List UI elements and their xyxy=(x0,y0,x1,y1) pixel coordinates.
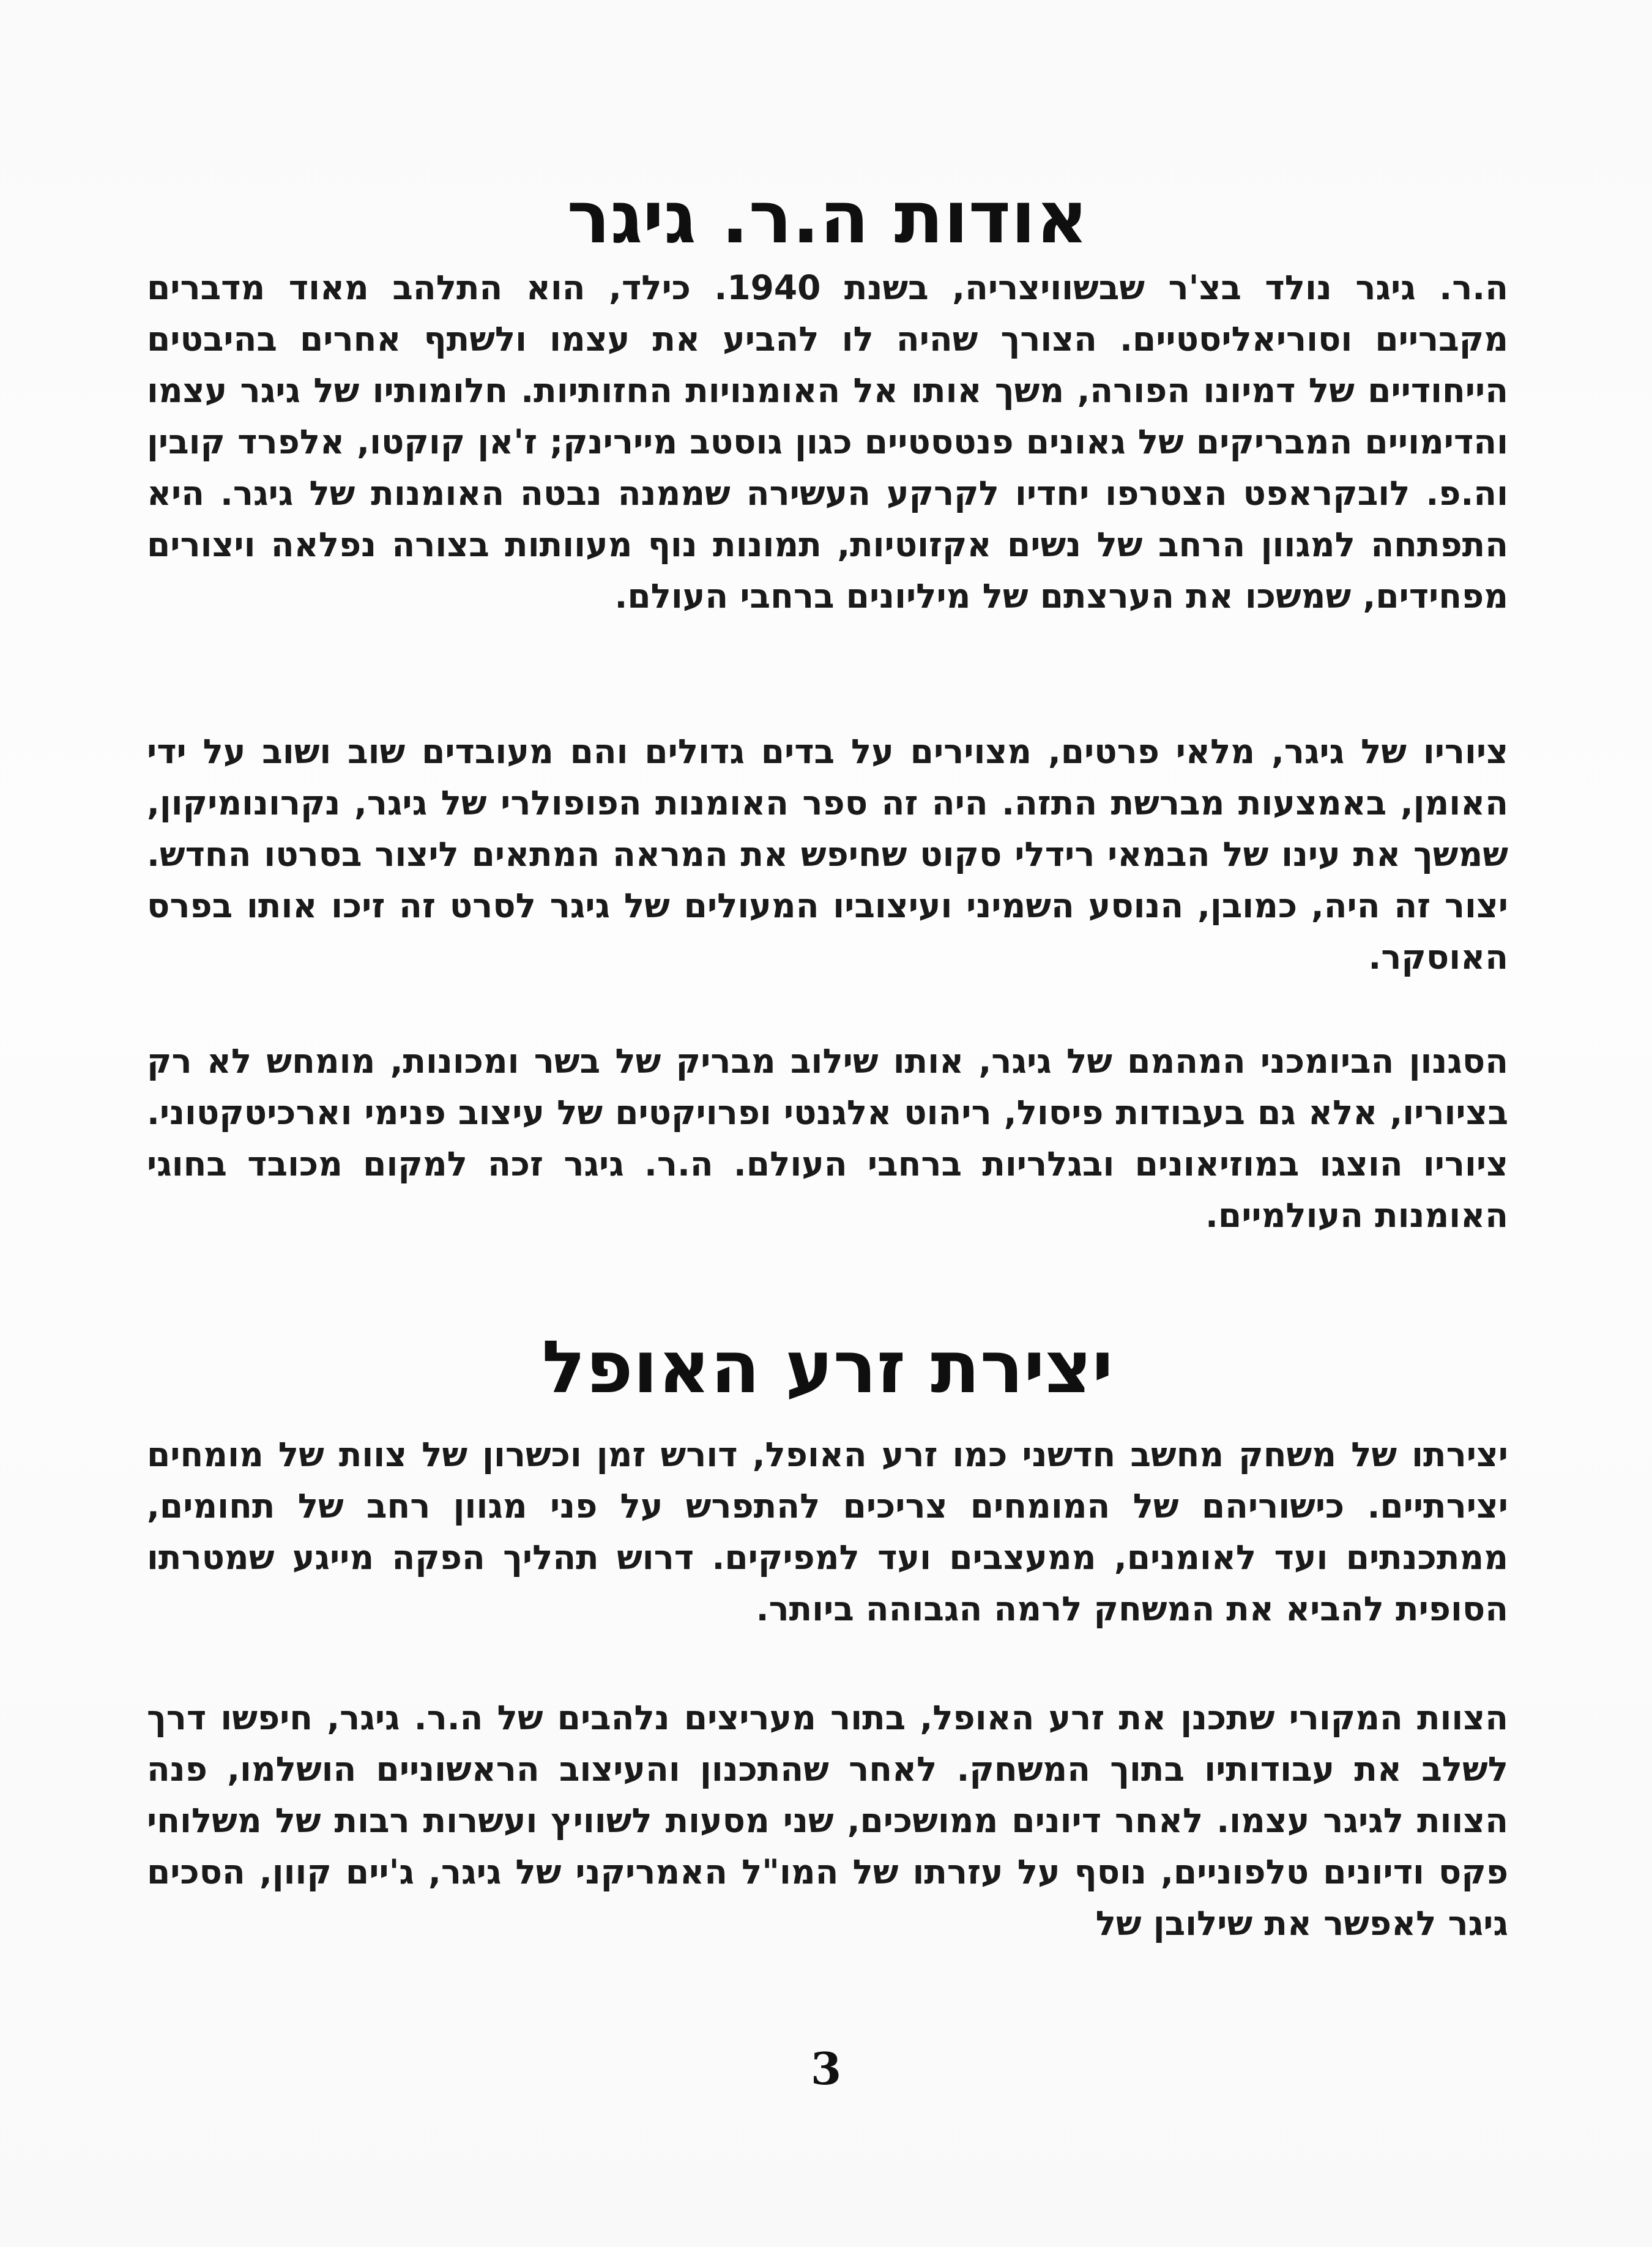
section-title-dark-seed-creation: יצירת זרע האופל xyxy=(541,1325,1114,1409)
section-title-about-giger: אודות ה.ר. גיגר xyxy=(567,175,1088,259)
dark-seed-paragraph-2: הצוות המקורי שתכנן את זרע האופל, בתור מעריצים נלהבים של ה.ר. גיגר, חיפשו דרך לשלב את עבודותיו בתוך המשחק. לאחר שהתכנון והעיצוב הראשוניים הושלמו, פנה הצוות לגיגר עצמו. לאחר דיונים ממושכים, שני מסעות לשוויץ ועשרות רבות של משלוחי פקס ודיונים טלפוניים, נוסף על עזרתו של המו"ל האמריקני של גיגר, ג'יים קוון, הסכים גיגר לאפשר את שילובן של xyxy=(147,1698,1508,1943)
about-giger-paragraph-3: הסגנון הביומכני המהמם של גיגר, אותו שילוב מבריק של בשר ומכונות, מומחש לא רק בציוריו, אלא גם בעבודות פיסול, ריהוט אלגנטי ופרויקטים של עיצוב פנימי וארכיטקטוני. ציוריו הוצגו במוזיאונים ובגלריות ברחבי העולם. ה.ר. גיגר זכה למקום מכובד בחוגי האומנות העולמיים. xyxy=(147,1042,1508,1235)
dark-seed-paragraph-1: יצירתו של משחק מחשב חדשני כמו זרע האופל, דורש זמן וכשרון של צוות של מומחים יצירתיים. כישוריהם של המומחים צריכים להתפרש על פני מגוון רחב של תחומים, ממתכנתים ועד לאומנים, ממעצבים ועד למפיקים. דרוש תהליך הפקה מייגע שמטרתו הסופית להביא את המשחק לרמה הגבוהה ביותר. xyxy=(147,1435,1508,1628)
page-number: 3 xyxy=(810,2043,842,2095)
about-giger-paragraph-2: ציוריו של גיגר, מלאי פרטים, מצוירים על בדים גדולים והם מעובדים שוב ושוב על ידי האומן, באמצעות מברשת התזה. היה זה ספר האומנות הפופולרי של גיגר, נקרונומיקון, שמשך את עינו של הבמאי רידלי סקוט שחיפש את המראה המתאים ליצור בסרטו החדש. יצור זה היה, כמובן, הנוסע השמיני ועיצוביו המעולים של גיגר לסרט זה זיכו אותו בפרס האוסקר. xyxy=(147,732,1508,977)
about-giger-paragraph-1: ה.ר. גיגר נולד בצ'ר שבשוויצריה, בשנת 1940. כילד, הוא התלהב מאוד מדברים מקבריים וסוריאליסטיים. הצורך שהיה לו להביע את עצמו ולשתף אחרים בהיבטים הייחודיים של דמיונו הפורה, משך אותו אל האומנויות החזותיות. חלומותיו של גיגר עצמו והדימויים המבריקים של גאונים פנטסטיים כגון גוסטב מיירינק; ז'אן קוקטו, אלפרד קובין וה.פ. לובקראפט הצטרפו יחדיו לקרקע העשירה שממנה נבטה האומנות של גיגר. היא התפתחה למגוון הרחב של נשים אקזוטיות, תמונות נוף מעוותות בצורה נפלאה ויצורים מפחידים, שמשכו את הערצתם של מיליונים ברחבי העולם. xyxy=(147,268,1508,616)
